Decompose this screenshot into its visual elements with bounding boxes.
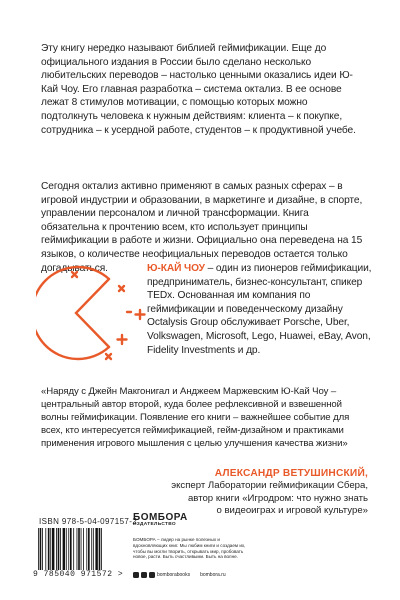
youtube-icon [149,572,155,578]
publisher-description: БОМБОРА – лидер на рынке полезных и вдохновляющих книг. Мы любим книги и создаем их, чтобы вы могли творить, открывать мир, пробовать новое, расти. Быть счастливыми. Быть на волне. [133,537,246,560]
author-bio-text: – один из пионеров геймификации, предприниматель, бизнес-консультант, спикер TEDx. Основанная им компания по геймификации и поведенческому дизайну Octalysis Group обслуживает Porsche, Uber, Volkswagen, Microsoft, Lego, Huawei, eBay, Avon, Fidelity Investments и др. [147,263,372,356]
telegram-icon [133,572,139,578]
review-quote: «Наряду с Джейн Макгонигал и Анджеем Маржевским Ю-Кай Чоу – центральный автор второй, куда более рефлексивной и взвешенной волны геймификации. Появление его книги – важнейшее событие для всех, кто интересуется геймификацией, гейм-дизайном и практиками применения игрового мышления с целью улучшения качества жизни» [41,386,350,449]
social-handle: bomborabooks [157,572,191,578]
author-bio [147,262,372,357]
publisher-site: bombora.ru [200,572,226,578]
reviewer-name: АЛЕКСАНДР ВЕТУШИНСКИЙ, [214,468,368,479]
publisher-logo [133,512,188,527]
isbn-label: ISBN 978-5-04-097157-2 [39,517,138,526]
publisher-name: БОМБОРА [133,512,188,523]
publisher-social [133,572,226,578]
barcode [38,528,123,570]
barcode-digits: 9 785040 971572 > [33,570,124,579]
reviewer-role-line-3: о видеоиграх и игровой культуре» [216,505,368,516]
description-paragraph-2: Сегодня октализ активно применяют в самых разных сферах – в игровой индустрии и образовании, в маркетинге и дизайне, в спорте, управлении персоналом и личной трансформации. Книга обязательна к прочтению всем, кто использует принципы геймификации в работе и жизни. Официально она переведена на 15 языков, о количестве неофициальных переводов остается только догадываться. [41,181,363,274]
reviewer-role-line-2: автор книги «Игродром: что нужно знать [187,492,368,504]
vk-icon [141,572,147,578]
author-name: Ю-КАЙ ЧОУ [147,263,205,274]
octalysis-pacman-icon [36,262,154,370]
description-paragraph-1: Эту книгу нередко называют библией геймификации. Еще до официального издания в России было сделано несколько любительских переводов – настолько ценными оказались идеи Ю-Кай Чоу. Его главная разработка – система октализ. В ее основе лежат 8 стимулов мотивации, с помощью которых можно подтолкнуть человека к нужным действиям: клиента – к покупке, сотрудника – к усердной работе, студентов – к продуктивной учебе. [41,43,356,136]
publisher-subtitle: ИЗДАТЕЛЬСТВО [133,522,176,527]
reviewer-role-line-1: эксперт Лаборатории геймификации Сбера, [171,480,368,491]
reviewer-block [68,467,368,518]
